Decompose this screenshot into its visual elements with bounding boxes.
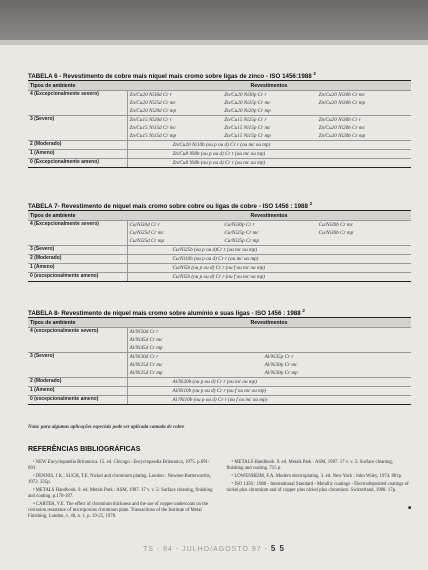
table-7-title: TABELA 7- Revestimento de níquel mais cromo sobre cobre ou ligas de cobre - ISO 1456 : 1988 $^2$ [28, 201, 313, 211]
table-8-title: TABELA 8- Revestimento de níquel mais cromo sobre alumínio e suas ligas - ISO 1456 : 1988 $^2$ [28, 308, 305, 318]
references-heading: REFERÊNCIAS BIBLIOGRÁFICAS [28, 446, 141, 453]
reference-item: ¹ NEW Encyclopaedia Britannica. 15. ed. Chicago : Encyclopaedia Britannica, 1975. p.691-693. [28, 460, 210, 471]
table-row: 2 (Moderado) Cu/Ni10b (ou p ou d) Cr r (ou mc ou mp) [28, 255, 411, 264]
table-row: 0 (excepcionalmente ameno) Al?Ni10b (ou p ou d) Cr r (ou f ou mc ou mp) [28, 396, 411, 405]
table-8-col-ambiente: Tipos de ambiente [28, 318, 127, 328]
table-row: 2 (Moderado) Al/Ni20b (ou p ou d) Cr r (ou mc ou mp) [28, 378, 411, 387]
table-6-col-ambiente: Tipos de ambiente [28, 81, 127, 91]
table-7-col-revestimentos: Revestimentos [127, 211, 411, 221]
table-row: 1 (Ameno) Zn/Cu8 Ni8b (ou p ou d) Cr r (ou mc ou mp) [28, 150, 411, 159]
end-mark: ■ [407, 506, 411, 511]
table-row: 4 (Excepcionalmente severo) Cu/Ni30d Cr r Cu/Ni25d Cr mc Cu/Ni25d Cr mp Cu/Ni30p Cr r Cu/Ni25p Cr mc Cu/Ni25p Cr mp Cu/Ni30b Cr mc Cu/Ni30b Cr mp [28, 221, 411, 246]
table-6-title: TABELA 6 - Revestimento de cobre mais níquel mais cromo sobre ligas de zinco - ISO 1456:1988 $^2$ [28, 71, 316, 81]
table-row: 2 (Moderado) Zn/Cu20 Ni10b (ou p ou d) Cr r (ou mc ou mp) [28, 141, 411, 150]
table-6-col-revestimentos: Revestimentos [127, 81, 411, 91]
references [28, 460, 411, 522]
reference-item: ⁵ METALS Handbook. 9. ed. Metals Park : ASM, 1987. 17 v. v. 5: Surface cleaning, finishing and coating. 715 p. [226, 460, 393, 471]
table-row: 1 (Ameno) Cu/Ni5b (ou p ou d) Cr r (ou f ou mc ou mp) [28, 264, 411, 273]
table-note: Nota: para algumas aplicações especiais pode ser aplicada camada de cobre [28, 425, 185, 430]
page-number: 5 5 [270, 544, 285, 553]
page-top-band [0, 0, 428, 40]
table-row: 4 (excepcionalmente severo) Al/Ni50d Cr r Al/Ni45d Cr mc Al/Ni45d Cr mp [28, 328, 411, 353]
table-row: 1 (Ameno) Al/Ni10b (ou p ou d) Cr r (ou f ou mc ou mp) [28, 387, 411, 396]
table-row: 3 (Severo) Cu/Ni25b (ou p ou d)Cr r (ou mc ou mp) [28, 246, 411, 255]
table-7 [28, 198, 411, 282]
page-footer [0, 544, 428, 553]
table-8-col-revestimentos: Revestimentos [127, 318, 411, 328]
table-row: 0 (Excepcionalmente ameno) Zn/Cu8 Ni8b (ou p ou d) Cr r (ou mc ou mp) [28, 159, 411, 168]
references-left-column [28, 460, 213, 522]
reference-item: ² DENNIS, J.K.; SUCH, T.E. Nickel and chromium plating. London : Newnes-Butterworths, 1972. 325p. [28, 474, 211, 485]
table-row: 0 (excepcionalmente ameno) Cu/Ni5b (ou p ou d) Cr r (ou f ou mc ou mp) [28, 273, 411, 282]
footer-issue: TS - 84 - JULHO/AGOSTO 97 - [143, 546, 268, 553]
table-8 [28, 305, 411, 405]
table-6 [28, 68, 411, 168]
reference-item: ⁴ CARTER, V.E. The effect of chromium thickness and the use of copper undercoats on the corrosion resistance of microporous chromium plate. Transactions of the Institute of Metal Finishing, London, v. 48, n. 1, p. 19-25, 1970. [28, 502, 209, 519]
table-row: 3 (Severo) Zn/Cu15 Ni20d Cr r Zn/Cu15 Ni15d Cr mc Zn/Cu15 Ni15d Cr mp Zn/Cu15 Ni25p Cr r Zn/Cu15 Ni15p Cr mc Zn/Cu15 Ni15p Cr mp Zn/Cu20 Ni30b Cr r Zn/Cu20 Ni20b Cr mc Zn/Cu20 Ni20b Cr mp [28, 116, 411, 141]
references-right-column [227, 460, 412, 522]
table-7-col-ambiente: Tipos de ambiente [28, 211, 127, 221]
reference-item: ³ METALS Handbook. 9. ed. Metals Park : ASM, 1987. 17 v. v. 5: Surface cleaning, finishing and coating. p.170-187. [28, 488, 213, 499]
page-top-edge [0, 40, 428, 45]
table-row: 3 (Severo) Al/Ni30d Cr r Al/Ni25d Cr mc Al/Ni25d Cr mp Al/Ni35p Cr r Al/Ni30p Cr mc Al/Ni30p Cr mp [28, 353, 411, 378]
table-row: 4 (Excepcionalmente severo) Zn/Cu20 Ni30d Cr r Zn/Cu20 Ni25d Cr mc Zn/Cu20 Ni20d Cr mp Zn/Cu20 Ni30p Cr r Zn/Cu20 Ni25p Cr mc Zn/Cu20 Ni20p Cr mp Zn/Cu20 Ni30b Cr mc Zn/Cu20 Ni30b Cr mp [28, 91, 411, 116]
reference-item: ⁶ LOWENHEIM, F.A. Modern electroplating. 3. ed. New York : John Wiley, 1974. 801p. [231, 474, 403, 479]
reference-item: ⁷ ISO 1456 : 1988 - International Standard - Metallic coatings - Electrodeposited coatings of nickel plus chromium and of copper plus nickel plus chromium. Switzerland, 1988. 17p. [226, 482, 409, 493]
